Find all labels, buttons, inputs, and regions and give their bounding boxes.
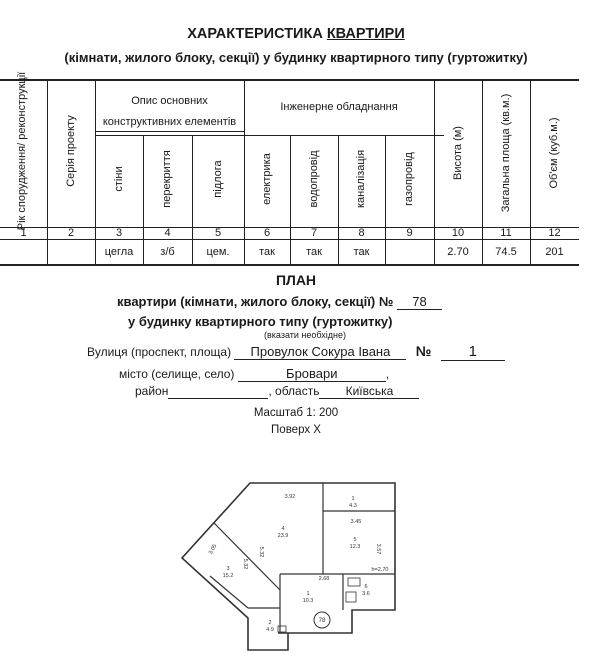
cell-area: 74.5: [495, 246, 517, 258]
region-value: Київська: [319, 384, 419, 399]
dim-label: 3.05: [207, 543, 219, 556]
title-underlined: КВАРТИРИ: [326, 26, 405, 42]
room-area: 12.3: [349, 544, 361, 550]
room-area: 23.9: [277, 533, 289, 539]
plan-title: ПЛАН: [275, 272, 317, 288]
dim-label: 3.92: [284, 494, 296, 500]
region-label: , область: [268, 384, 320, 398]
building-number: 1: [441, 343, 505, 361]
document-subtitle: (кімнати, жилого блоку, секції) у будинку квартирного типу (гуртожитку): [64, 50, 528, 65]
cell-floor: цем.: [206, 246, 230, 258]
city-value: Бровари: [238, 366, 386, 382]
plan-line1-text: квартири (кімнати, жилого блоку, секції) №: [117, 294, 394, 309]
room-number: 1: [351, 496, 355, 502]
outer-wall-left: [182, 483, 288, 650]
height-label: h=2.70: [371, 567, 389, 573]
room-area: 15.2: [222, 573, 234, 579]
col-number: 3: [115, 227, 123, 239]
col-number: 7: [310, 227, 318, 239]
header-height: Висота (м): [452, 126, 464, 180]
header-electric: електрика: [261, 153, 273, 205]
plan-line2: у будинку квартирного типу (гуртожитку): [128, 314, 393, 329]
cell-walls: цегла: [104, 246, 134, 258]
cell-water: так: [306, 246, 322, 258]
cell-electric: так: [259, 246, 275, 258]
col-number: 12: [548, 227, 561, 239]
cell-sewer: так: [353, 246, 370, 258]
col-number: 4: [164, 227, 171, 239]
dim-label: 3.57: [375, 543, 381, 555]
col-number: 10: [451, 227, 465, 239]
street-label: Вулиця (проспект, площа): [87, 345, 232, 359]
header-overlap: перекриття: [161, 150, 173, 208]
col-number: 11: [500, 227, 512, 239]
header-series: Серія проекту: [65, 115, 77, 187]
room-number: 6: [364, 584, 368, 590]
room-area: 4.9: [266, 627, 274, 633]
header-year: Рік спорудження/ реконструкції: [16, 71, 28, 231]
header-gas: газопровід: [403, 152, 415, 206]
header-sewer: каналізація: [355, 149, 367, 209]
cell-height: 2.70: [447, 246, 469, 258]
header-floor: підлога: [212, 160, 224, 198]
floor-plan: [170, 478, 410, 658]
dim-label: 2.68: [318, 576, 330, 582]
apartment-marker: 78: [318, 618, 326, 624]
dim-label: 3.45: [350, 519, 362, 525]
scale: Масштаб 1: 200: [253, 407, 339, 419]
city-line: [119, 366, 389, 382]
room-number: 4: [281, 526, 285, 532]
room-area: 3.6: [362, 591, 370, 597]
document-title: [0, 26, 592, 42]
room-area: 10.3: [302, 598, 314, 604]
dim-label: 5.32: [258, 546, 264, 558]
header-water: водопровід: [308, 150, 320, 208]
room-area: 4.3: [349, 503, 357, 509]
outer-wall-right: [264, 483, 395, 633]
col-number: 9: [406, 227, 413, 239]
room-number: 5: [353, 537, 357, 543]
plan-note: (вказати необхідне): [264, 330, 346, 340]
city-comma: ,: [385, 367, 390, 381]
cell-overlap: з/б: [160, 246, 175, 258]
room-number: 1: [306, 591, 310, 597]
district-label: район: [135, 384, 169, 398]
number-sign: №: [415, 343, 432, 359]
col-number: 2: [67, 227, 75, 239]
col-number: 8: [358, 227, 365, 239]
header-engineering: Інженерне обладнання: [280, 101, 398, 113]
title-text: ХАРАКТЕРИСТИКА: [187, 26, 327, 42]
apartment-number: 78: [397, 294, 442, 310]
street-value: Провулок Сокура Івана: [234, 344, 406, 360]
cell-volume: 201: [545, 246, 564, 258]
characteristics-table: [0, 71, 579, 265]
header-walls: стіни: [113, 166, 125, 192]
district-line: [135, 384, 419, 399]
street-line: [87, 343, 505, 361]
dim-label: 5.32: [242, 558, 248, 570]
col-number: 5: [214, 227, 222, 239]
header-structures: Опис основних конструктивних елементів: [102, 95, 237, 128]
room-number: 2: [268, 620, 272, 626]
floor-number: Поверх X: [271, 424, 321, 436]
header-volume: Об'єм (куб.м.): [548, 117, 560, 189]
plan-line1: [117, 294, 442, 310]
col-number: 1: [20, 227, 27, 239]
col-number: 6: [263, 227, 271, 239]
room-number: 3: [226, 566, 230, 572]
header-area: Загальна площа (кв.м.): [500, 93, 512, 213]
city-label: місто (селище, село): [119, 367, 235, 381]
district-value: [168, 384, 268, 399]
